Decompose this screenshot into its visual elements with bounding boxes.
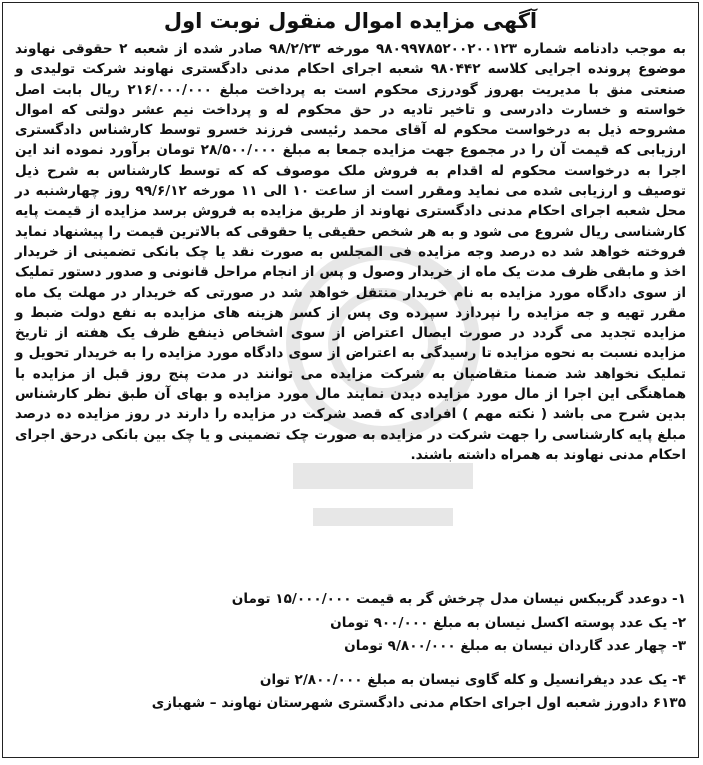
notice-body: به موجب دادنامه شماره ۹۸۰۹۹۷۸۵۲۰۰۲۰۰۱۲۳ مورخه ۹۸/۲/۲۳ صادر شده از شعبه ۲ حقوقی نهاوند موضوع پرونده اجرایی کلاسه ۹۸۰۴۴۲ شعبه اجرای احکام مدنی دادگستری نهاوند شرکت تولیدی و صنعتی منق با مدیریت بهروز گودرزی محکوم است به پرداخت مبلغ ۲۱۶/۰۰۰/۰۰۰ ریال بابت اصل خواسته و خسارت دادرسی و تاخیر تادیه در حق محکوم له و پرداخت نیم عشر دولتی که اموال مشروحه ذیل به درخواست محکوم له آقای محمد رئیسی فرزند خسرو توسط کارشناس دادگستری ارزیابی که قیمت آن را در مجموع جهت مزایده جمعا به مبلغ ۲۸/۵۰۰/۰۰۰ تومان برآورد نموده اند این اجرا به درخواست محکوم له اقدام به فروش ملک موصوف که که توسط کارشناس به شرح ذیل توصیف و ارزیابی شده می نماید ومقرر است از ساعت ۱۰ الی ۱۱ مورخه ۹۹/۶/۱۲ روز چهارشنبه در محل شعبه اجرای احکام مدنی دادگستری نهاوند از طریق مزایده به فروش برسد مزایده از قیمت پایه کارشناسی ریال شروع می شود و به هر شخص حقیقی یا حقوقی که بالاترین قیمت را پیشنهاد نماید فروخته خواهد شد ده درصد وجه مزایده فی المجلس به صورت نقد یا چک بانکی تضمینی از خریدار اخذ و مابقی ظرف مدت یک ماه از خریدار وصول و پس از انجام مراحل قانونی و صدور دستور تملیک از سوی دادگاه مورد مزایده به نام خریدار منتقل خواهد شد در صورتی که خریدار در مهلت یک ماه مقرر تهیه و جه مزایده را نپردازد سپرده وی پس از کسر هزینه های مزایده به نفع دولت ضبط و مزایده تجدید می گردد در صورت ایصال اعتراض از سوی اشخاص ذینفع ظرف یک هفته از تاریخ مزایده نسبت به نحوه مزایده تا رسیدگی به اعتراض از سوی دادگاه مورد مزایده را به خریدار تحویل و تملیک نخواهد شد ضمنا متقاضیان به شرکت مزایده می توانند در مدت پنج روز قبل از مزایده با هماهنگی این اجرا از مال مورد مزایده دیدن نمایند مال مورد مزایده و بهای آن طبق نظر کارشناس بدین شرح می باشد ( نکته مهم ) افرادی که قصد شرکت در مزایده را دارند در روز مزایده ده درصد مبلغ پایه کارشناسی را جهت شرکت در مزایده به صورت چک تضمینی و یا چک بین بانکی درحق اجرای احکام مدنی نهاوند به همراه داشته باشند.	[15, 41, 687, 463]
notice-frame	[2, 2, 699, 758]
auction-item-4: ۴- یک عدد دیفرانسیل و کله گاوی نیسان به مبلغ ۲/۸۰۰/۰۰۰ توان	[259, 671, 686, 688]
notice-title: آگهی مزایده اموال منقول نوبت اول	[163, 9, 538, 33]
auction-items-list	[15, 589, 686, 715]
auction-item-3: ۳- چهار عدد گاردان نیسان به مبلغ ۹/۸۰۰/۰۰۰ تومان	[344, 638, 686, 654]
notice-footer: ۶۱۳۵ دادورز شعبه اول اجرای احکام مدنی دادگستری شهرستان نهاوند – شهبازی	[151, 695, 686, 711]
auction-item-1: ۱- دوعدد گریبکس نیسان مدل چرخش گر به قیمت ۱۵/۰۰۰/۰۰۰ تومان	[231, 591, 686, 607]
auction-item-2: ۲- یک عدد پوسته اکسل نیسان به مبلغ ۹۰۰/۰۰۰ تومان	[330, 614, 686, 631]
